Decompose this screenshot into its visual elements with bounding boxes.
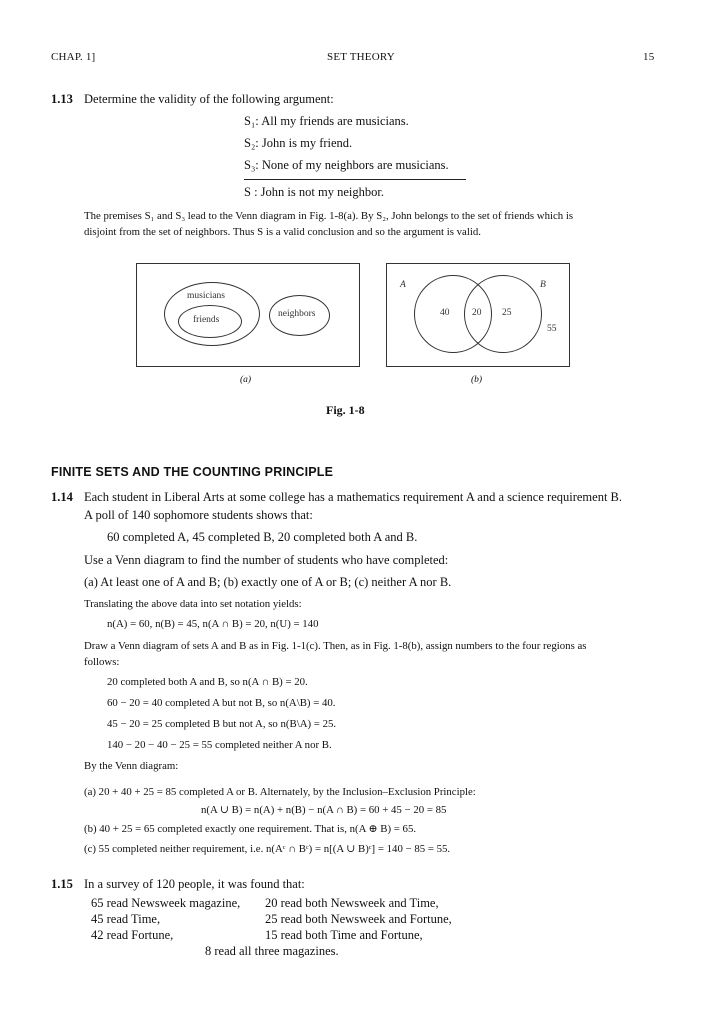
solution-1-14-region-a-only: 60 − 20 = 40 completed A but not B, so n(A\B) = 40. bbox=[107, 697, 336, 709]
solution-1-14-draw-line-1: Draw a Venn diagram of sets A and B as in Fig. 1-1(c). Then, as in Fig. 1-8(b), assign numbers to the four regions as bbox=[84, 640, 587, 652]
solution-1-13-line-1: The premises S₁ and S₃ lead to the Venn diagram in Fig. 1-8(a). By S₂, John belongs to the set of friends which is bbox=[84, 210, 574, 222]
venn-a-friends-label: friends bbox=[193, 315, 220, 325]
problem-number-1-15: 1.15 bbox=[51, 877, 73, 891]
survey-row-3-col-1: 42 read Fortune, bbox=[91, 928, 174, 942]
venn-b-intersection-value: 20 bbox=[472, 308, 482, 318]
solution-1-14-by-venn: By the Venn diagram: bbox=[84, 760, 179, 772]
problem-1-14-data: 60 completed A, 45 completed B, 20 completed both A and B. bbox=[107, 530, 418, 544]
premise-s1: S₁: All my friends are musicians. bbox=[244, 114, 409, 128]
figure-caption-a: (a) bbox=[240, 375, 252, 385]
solution-1-14-draw-line-2: follows: bbox=[84, 656, 120, 668]
venn-b-outside-value: 55 bbox=[547, 324, 557, 334]
solution-1-13-line-2: disjoint from the set of neighbors. Thus S is a valid conclusion and so the argument is valid. bbox=[84, 226, 481, 238]
problem-1-14-line-4: Use a Venn diagram to find the number of students who have completed: bbox=[84, 553, 449, 567]
argument-rule bbox=[244, 179, 466, 180]
problem-1-13-prompt: Determine the validity of the following argument: bbox=[84, 92, 334, 106]
survey-row-4: 8 read all three magazines. bbox=[205, 944, 339, 958]
venn-b-label-b: B bbox=[540, 280, 546, 290]
venn-b-label-a: A bbox=[400, 280, 406, 290]
page-number: 15 bbox=[643, 51, 655, 63]
survey-row-3-col-2: 15 read both Time and Fortune, bbox=[265, 928, 423, 942]
premise-s2: S₂: John is my friend. bbox=[244, 136, 353, 150]
problem-1-14-line-2: A poll of 140 sophomore students shows that: bbox=[84, 508, 313, 522]
figure-label: Fig. 1-8 bbox=[326, 403, 365, 417]
solution-1-14-inclusion-exclusion: n(A ∪ B) = n(A) + n(B) − n(A ∩ B) = 60 + 45 − 20 = 85 bbox=[201, 804, 447, 816]
venn-a-musicians-label: musicians bbox=[187, 291, 225, 301]
figure-caption-b: (b) bbox=[471, 375, 483, 385]
problem-1-15-line-1: In a survey of 120 people, it was found that: bbox=[84, 877, 305, 891]
solution-1-14-part-c: (c) 55 completed neither requirement, i.e. n(Aᶜ ∩ Bᶜ) = n[(A ∪ B)ᶜ] = 140 − 85 = 55. bbox=[84, 843, 451, 855]
solution-1-14-set-notation: n(A) = 60, n(B) = 45, n(A ∩ B) = 20, n(U) = 140 bbox=[107, 618, 319, 630]
solution-1-14-part-b: (b) 40 + 25 = 65 completed exactly one requirement. That is, n(A ⊕ B) = 65. bbox=[84, 823, 417, 835]
problem-1-14-questions: (a) At least one of A and B; (b) exactly one of A or B; (c) neither A nor B. bbox=[84, 575, 452, 589]
running-head-title: SET THEORY bbox=[327, 51, 395, 63]
survey-row-1-col-1: 65 read Newsweek magazine, bbox=[91, 896, 241, 910]
premise-s3: S₃: None of my neighbors are musicians. bbox=[244, 158, 449, 172]
solution-1-14-region-neither: 140 − 20 − 40 − 25 = 55 completed neither A nor B. bbox=[107, 739, 332, 751]
problem-number-1-14: 1.14 bbox=[51, 490, 73, 504]
survey-row-2-col-2: 25 read both Newsweek and Fortune, bbox=[265, 912, 452, 926]
solution-1-14-intro: Translating the above data into set notation yields: bbox=[84, 598, 302, 610]
solution-1-14-region-b-only: 45 − 20 = 25 completed B but not A, so n(B\A) = 25. bbox=[107, 718, 337, 730]
section-title: FINITE SETS AND THE COUNTING PRINCIPLE bbox=[51, 465, 334, 479]
problem-1-14-line-1: Each student in Liberal Arts at some college has a mathematics requirement A and a science requirement B. bbox=[84, 490, 623, 504]
problem-number-1-13: 1.13 bbox=[51, 92, 73, 106]
survey-row-1-col-2: 20 read both Newsweek and Time, bbox=[265, 896, 439, 910]
venn-b-only-a-value: 40 bbox=[440, 308, 450, 318]
venn-b-only-b-value: 25 bbox=[502, 308, 512, 318]
solution-1-14-part-a: (a) 20 + 40 + 25 = 85 completed A or B. Alternately, by the Inclusion–Exclusion Principle: bbox=[84, 786, 476, 798]
running-head-chapter: CHAP. 1] bbox=[51, 51, 96, 63]
solution-1-14-region-both: 20 completed both A and B, so n(A ∩ B) = 20. bbox=[107, 676, 308, 688]
venn-a-neighbors-label: neighbors bbox=[278, 309, 316, 319]
survey-row-2-col-1: 45 read Time, bbox=[91, 912, 161, 926]
conclusion-s: S : John is not my neighbor. bbox=[244, 185, 384, 199]
